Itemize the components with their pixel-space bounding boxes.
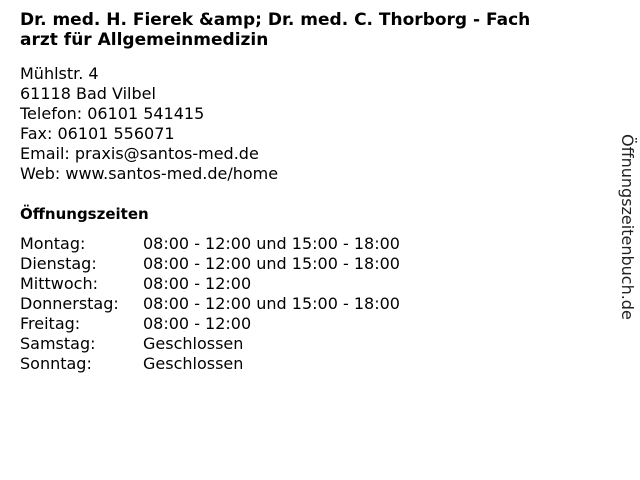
email-address: Email: praxis@santos-med.de [20,144,259,163]
day-label: Freitag: [20,314,81,333]
practice-title [20,10,630,50]
time-value: 08:00 - 12:00 [143,274,252,293]
site-watermark [614,134,640,364]
opening-hours-heading: Öffnungszeiten [20,205,149,223]
phone-number: Telefon: 06101 541415 [20,104,205,123]
day-label: Samstag: [20,334,96,353]
time-value: Geschlossen [143,354,244,373]
time-value: 08:00 - 12:00 und 15:00 - 18:00 [143,234,400,253]
postal-city: 61118 Bad Vilbel [20,84,156,103]
time-value: 08:00 - 12:00 [143,314,252,333]
practice-title-line-1: Dr. med. H. Fierek &amp; Dr. med. C. Thorborg - Fach [20,10,531,30]
day-label: Dienstag: [20,254,97,273]
contact-block [20,64,278,184]
day-label: Mittwoch: [20,274,98,293]
fax-number: Fax: 06101 556071 [20,124,175,143]
time-value: 08:00 - 12:00 und 15:00 - 18:00 [143,254,400,273]
day-label: Montag: [20,234,86,253]
practice-title-line-2: arzt für Allgemeinmedizin [20,30,269,50]
website: Web: www.santos-med.de/home [20,164,279,183]
day-label: Sonntag: [20,354,92,373]
street-address: Mühlstr. 4 [20,64,99,83]
day-label: Donnerstag: [20,294,119,313]
time-value: Geschlossen [143,334,244,353]
site-watermark-text: Öffnungszeitenbuch.de [618,134,637,320]
time-value: 08:00 - 12:00 und 15:00 - 18:00 [143,294,400,313]
